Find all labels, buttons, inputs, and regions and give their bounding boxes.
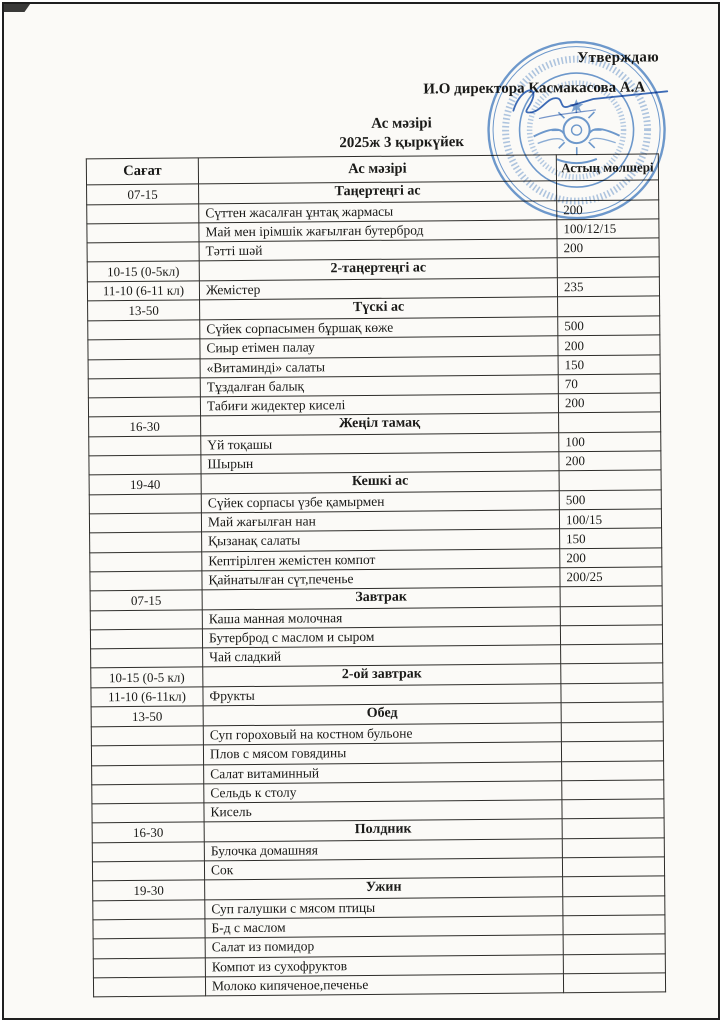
dish-cell: Тәтті шәй	[199, 239, 557, 261]
portion-cell	[560, 625, 662, 645]
portion-cell	[563, 876, 665, 897]
menu-date: 2025ж 3 қыркүйек	[339, 134, 465, 152]
portion-cell: 200	[558, 335, 660, 355]
portion-cell	[562, 857, 664, 877]
time-cell	[88, 339, 200, 359]
portion-cell: 150	[558, 354, 660, 374]
portion-cell: 100/12/15	[557, 219, 659, 239]
portion-cell: 200	[557, 238, 659, 258]
dish-cell: Сүттен жасалған ұнтақ жармасы	[199, 201, 557, 223]
time-column-header: Сағат	[86, 158, 198, 185]
dish-cell: Сельдь к столу	[204, 780, 562, 802]
dish-cell: Салат из помидор	[205, 935, 563, 957]
time-cell	[90, 571, 202, 591]
time-cell: 07-15	[90, 590, 202, 611]
dish-cell: Жемістер	[199, 278, 557, 300]
portion-cell	[562, 838, 664, 858]
dish-cell: Табиғи жидектер киселі	[200, 394, 558, 416]
meal-section-title: 2-таңертеңгі ас	[199, 258, 557, 281]
time-cell	[90, 629, 202, 649]
portion-cell	[562, 818, 664, 839]
portion-cell	[562, 780, 664, 800]
dish-cell: «Витаминді» салаты	[200, 355, 558, 377]
portion-cell	[561, 722, 663, 742]
meal-section-title: Жеңіл тамақ	[201, 413, 559, 436]
dish-cell: Суп галушки с мясом птицы	[205, 897, 563, 919]
time-cell: 19-40	[89, 474, 201, 495]
time-cell	[88, 397, 200, 417]
dish-cell: Салат витаминный	[204, 761, 562, 783]
dish-cell: Фрукты	[203, 684, 561, 706]
portion-cell: 200	[557, 200, 659, 220]
time-cell	[92, 803, 204, 823]
time-cell	[93, 957, 205, 977]
portion-cell: 70	[558, 374, 660, 394]
menu-title: Ас мәзірі	[371, 115, 432, 132]
dish-column-header: Ас мәзірі	[198, 155, 556, 184]
time-cell: 13-50	[88, 300, 200, 321]
dish-cell: Сүйек сорпасы үзбе қамырмен	[201, 491, 559, 513]
time-cell	[89, 494, 201, 514]
time-cell	[88, 378, 200, 398]
portion-cell	[561, 702, 663, 723]
time-cell	[89, 455, 201, 475]
time-cell	[90, 532, 202, 552]
time-cell	[92, 784, 204, 804]
scanned-page	[2, 2, 720, 1020]
time-cell: 07-15	[87, 184, 199, 205]
dish-cell: Сүйек сорпасымен бұршақ көже	[200, 317, 558, 339]
portion-cell	[561, 741, 663, 761]
portion-cell: 200	[558, 393, 660, 413]
dish-cell: Тұздалған балық	[200, 374, 558, 396]
menu-table-body	[87, 180, 666, 997]
portion-cell: 200/25	[560, 567, 662, 587]
portion-cell	[557, 257, 659, 278]
dish-cell: Молоко кипяченое,печенье	[205, 974, 563, 996]
document-content	[2, 2, 720, 1020]
dish-cell: Бутерброд с маслом и сыром	[202, 626, 560, 648]
portion-cell: 100/15	[559, 509, 661, 529]
time-cell: 16-30	[89, 416, 201, 437]
dish-cell: Суп гороховый на костном бульоне	[203, 723, 561, 745]
dish-cell: Кептірілген жемістен компот	[202, 548, 560, 570]
portion-cell: 200	[560, 547, 662, 567]
portion-column-header: Астың мөлшері	[556, 154, 658, 181]
portion-cell	[563, 934, 665, 954]
dish-cell: Б-д с маслом	[205, 916, 563, 938]
portion-cell	[563, 915, 665, 935]
meal-section-title: Обед	[203, 703, 561, 726]
dish-cell: Үй тоқашы	[201, 433, 559, 455]
portion-cell	[559, 470, 661, 491]
meal-section-title: Кешкі ас	[201, 471, 559, 494]
dish-cell: Қызанақ салаты	[202, 529, 560, 551]
time-cell	[93, 938, 205, 958]
portion-cell: 235	[557, 277, 659, 297]
time-cell	[87, 204, 199, 224]
meal-section-title: Ужин	[205, 877, 563, 900]
dish-cell: Қайнатылған сүт,печенье	[202, 568, 560, 590]
time-cell	[89, 436, 201, 456]
time-cell	[90, 610, 202, 630]
dish-cell: Сиыр етімен палау	[200, 336, 558, 358]
time-cell	[91, 648, 203, 668]
director-signature-line: И.О директора Касмакасова А.А	[423, 79, 646, 98]
time-cell	[89, 513, 201, 533]
time-cell	[91, 726, 203, 746]
time-cell	[92, 764, 204, 784]
dish-cell: Чай сладкий	[203, 645, 561, 667]
portion-cell	[560, 586, 662, 607]
time-cell	[90, 552, 202, 572]
dish-cell: Май жағылған нан	[201, 510, 559, 532]
portion-cell	[559, 412, 661, 433]
dish-cell: Кисель	[204, 800, 562, 822]
time-cell: 11-10 (6-11 кл)	[87, 281, 199, 301]
time-cell	[93, 977, 205, 997]
meal-section-title: Таңертеңгі ас	[199, 181, 557, 204]
portion-cell: 200	[559, 451, 661, 471]
time-cell: 19-30	[93, 880, 205, 901]
dish-cell: Шырын	[201, 452, 559, 474]
menu-item-row	[93, 973, 665, 997]
meal-section-title: 2-ой завтрак	[203, 664, 561, 687]
portion-cell	[563, 973, 665, 993]
time-cell: 16-30	[92, 822, 204, 843]
portion-cell	[558, 296, 660, 317]
dish-cell: Компот из сухофруктов	[205, 954, 563, 976]
time-cell	[87, 242, 199, 262]
meal-section-title: Полдник	[204, 819, 562, 842]
time-cell	[87, 223, 199, 243]
dish-cell: Булочка домашняя	[204, 839, 562, 861]
portion-cell	[562, 799, 664, 819]
portion-cell	[563, 896, 665, 916]
portion-cell: 500	[558, 316, 660, 336]
time-cell	[91, 745, 203, 765]
time-cell	[88, 320, 200, 340]
portion-cell	[563, 953, 665, 973]
official-stamp-icon	[481, 34, 673, 226]
portion-cell	[560, 606, 662, 626]
dish-cell: Каша манная молочная	[202, 607, 560, 629]
time-cell: 10-15 (0-5кл)	[87, 261, 199, 282]
portion-cell	[562, 760, 664, 780]
portion-cell: 500	[559, 490, 661, 510]
time-cell	[93, 919, 205, 939]
portion-cell: 100	[559, 432, 661, 452]
time-cell	[88, 358, 200, 378]
portion-cell	[561, 663, 663, 684]
meal-section-title: Түскі ас	[200, 297, 558, 320]
dish-cell: Плов с мясом говядины	[203, 742, 561, 764]
time-cell	[93, 900, 205, 920]
portion-cell: 150	[560, 528, 662, 548]
time-cell: 13-50	[91, 706, 203, 727]
dish-cell: Сок	[204, 858, 562, 880]
portion-cell	[561, 644, 663, 664]
time-cell	[92, 842, 204, 862]
approval-label: Утверждаю	[577, 49, 660, 67]
menu-table	[86, 153, 666, 997]
meal-section-title: Завтрак	[202, 587, 560, 610]
dish-cell: Май мен ірімшік жағылған бутерброд	[199, 220, 557, 242]
time-cell: 11-10 (6-11кл)	[91, 687, 203, 707]
time-cell	[92, 861, 204, 881]
time-cell: 10-15 (0-5 кл)	[91, 667, 203, 688]
portion-cell	[561, 683, 663, 703]
